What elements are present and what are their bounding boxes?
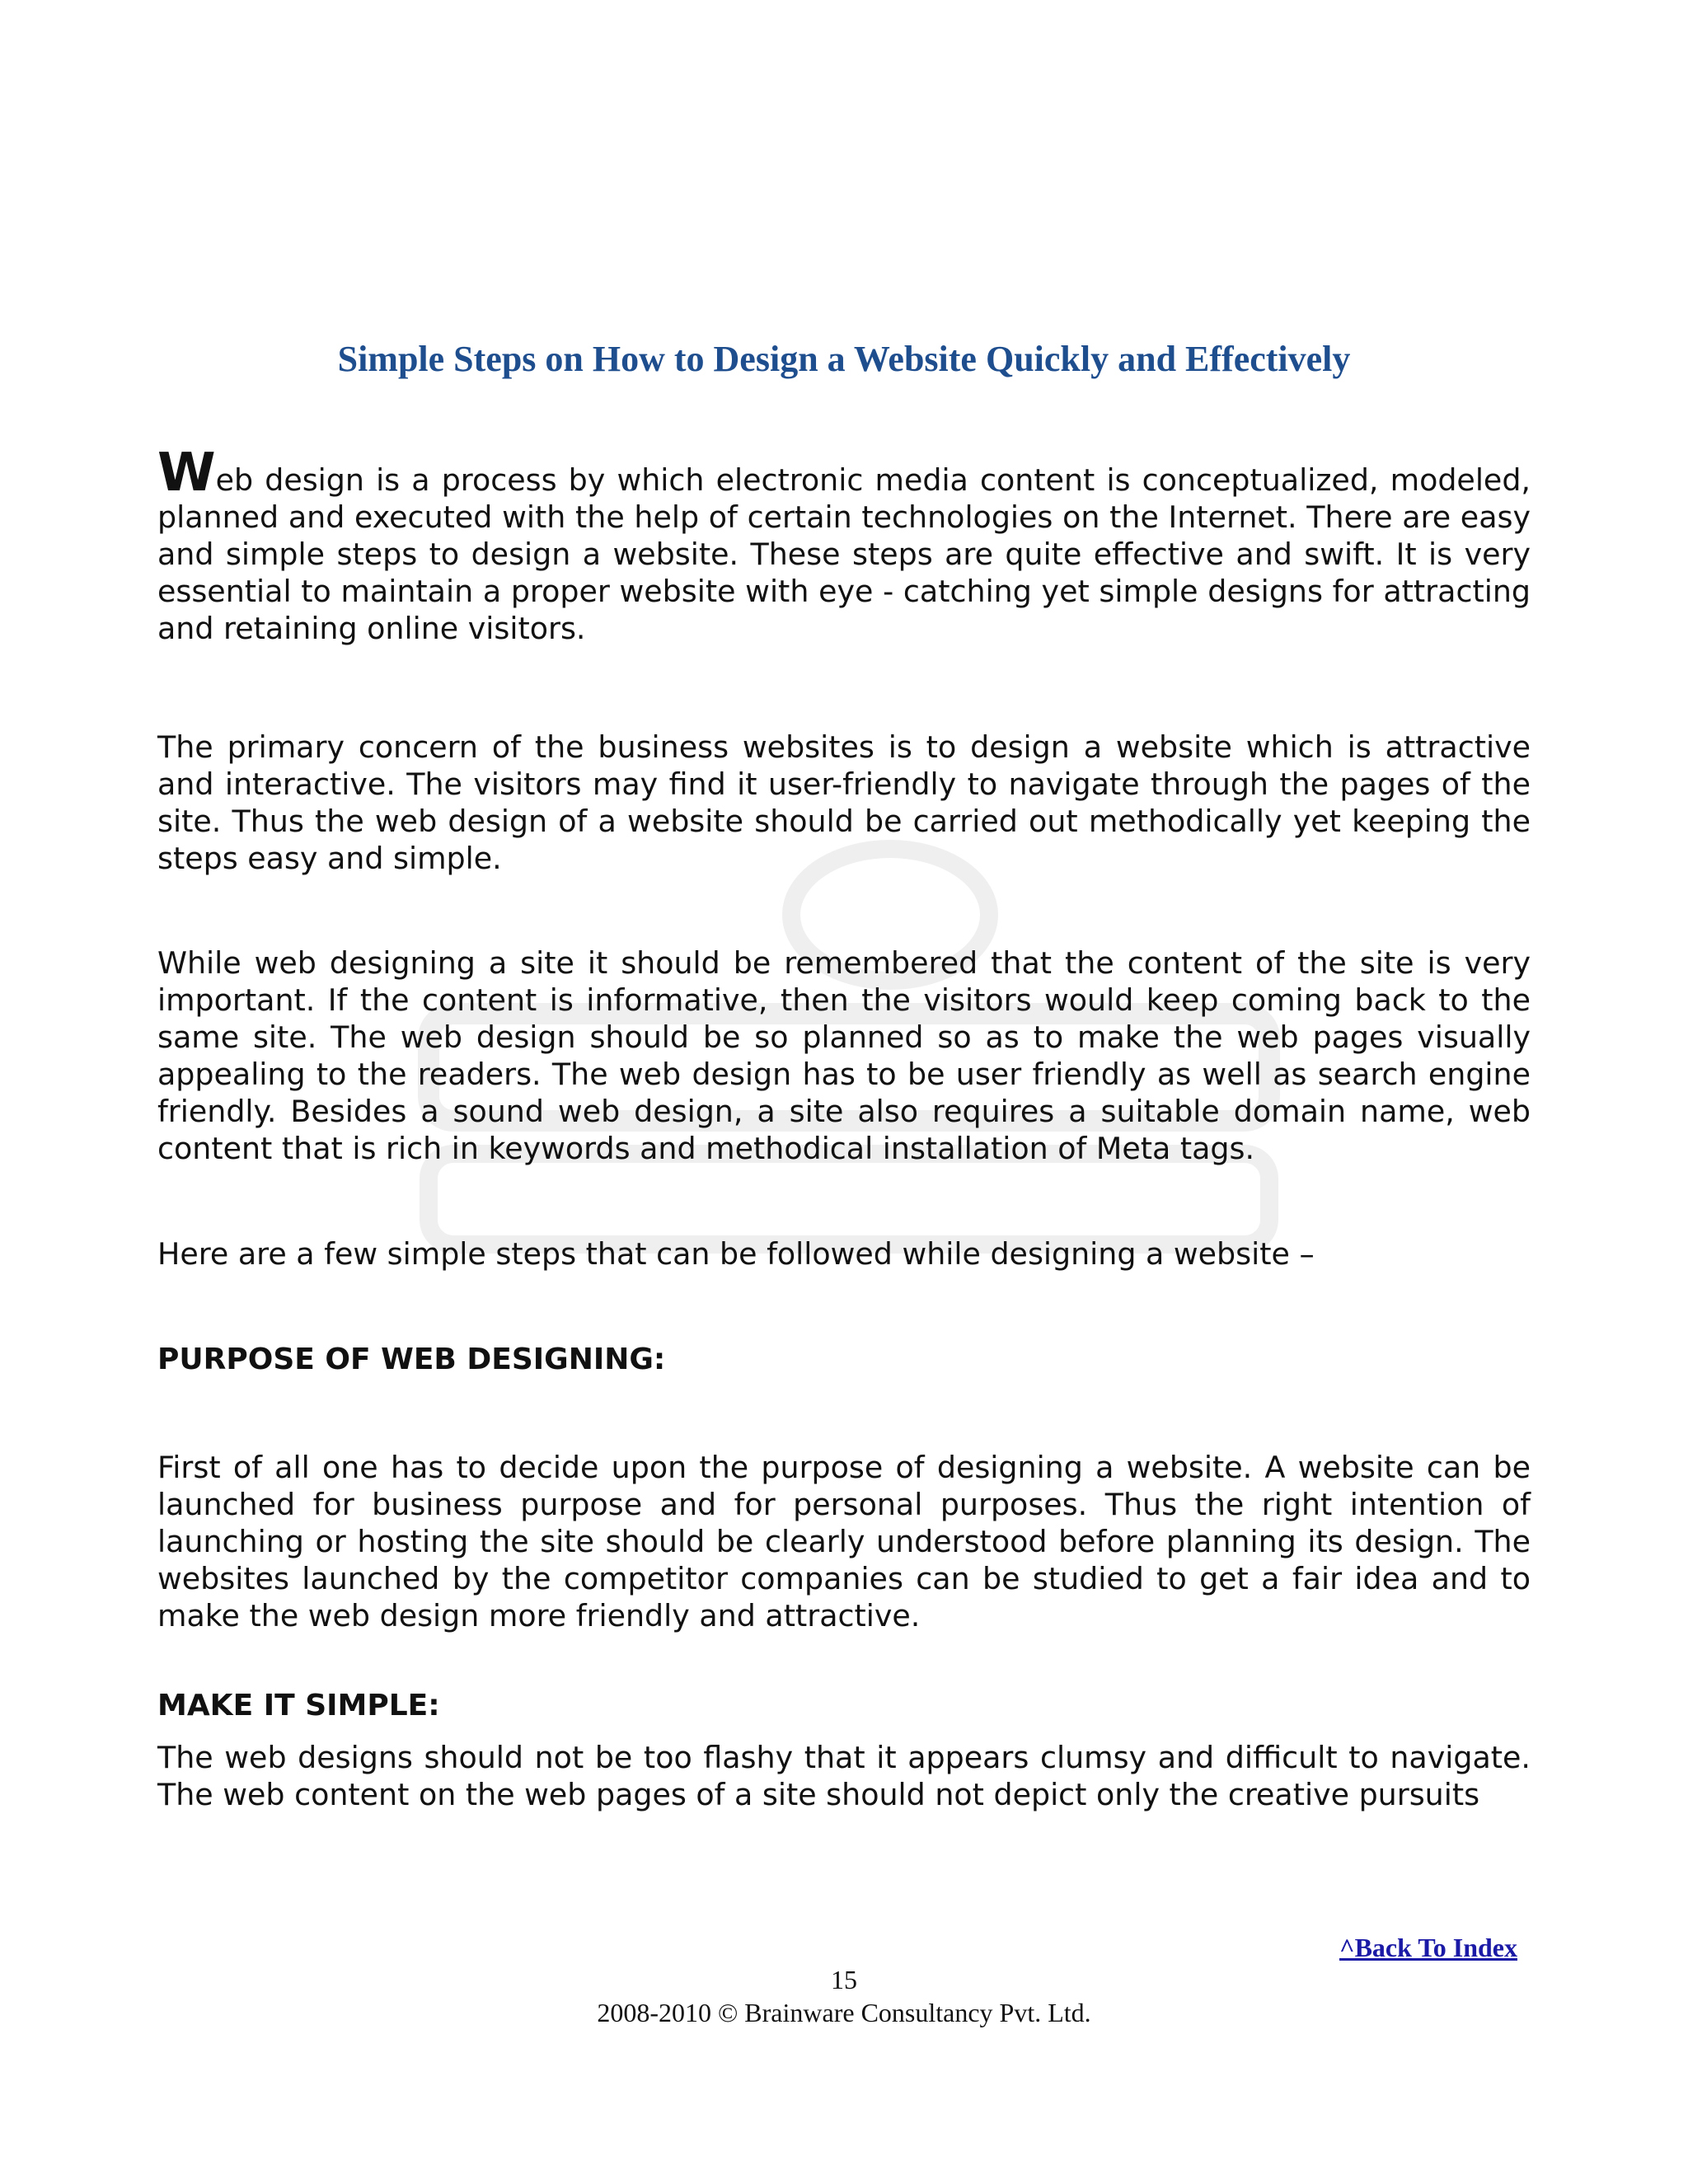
copyright-footer: 2008-2010 © Brainware Consultancy Pvt. Ltd. xyxy=(597,1998,1091,2027)
intro-paragraph xyxy=(157,443,1531,647)
intro-text: eb design is a process by which electronic media content is conceptualized, modeled, planned and executed with the help of certain technologies on the Internet. There are easy and simple steps to design a website. These steps are quite effective and swift. It is very essential to maintain a proper website with eye - catching yet simple designs for attracting and retaining online visitors. xyxy=(157,462,1531,646)
section-heading-simple: MAKE IT SIMPLE: xyxy=(157,1689,440,1722)
section-heading-purpose: PURPOSE OF WEB DESIGNING: xyxy=(157,1343,666,1376)
section-text-purpose: First of all one has to decide upon the purpose of designing a website. A website can be launched for business purpose and for personal purposes. Thus the right intention of launching or hosting the site should be clearly understood before planning its design. The websites launched by the competitor companies can be studied to get a fair idea and to make the web design more friendly and attractive. xyxy=(157,1450,1531,1633)
paragraph-content-importance: While web designing a site it should be remembered that the content of the site is very important. If the content is informative, then the visitors would keep coming back to the same site. The web design should be so planned so as to make the web pages visually appealing to the readers. The web design has to be user friendly as well as search engine friendly. Besides a sound web design, a site also requires a suitable domain name, web content that is rich in keywords and methodical installation of Meta tags. xyxy=(157,945,1531,1166)
section-text-simple: The web designs should not be too flashy that it appears clumsy and difficult to navigate. The web content on the web pages of a site should not depict only the creative pursuits xyxy=(157,1740,1531,1812)
page-title: Simple Steps on How to Design a Website Quickly and Effectively xyxy=(337,339,1351,379)
page-number: 15 xyxy=(831,1965,857,1994)
paragraph-business-websites: The primary concern of the business websites is to design a website which is attractive and interactive. The visitors may find it user-friendly to navigate through the pages of the site. Thus the web design of a website should be carried out methodically yet keeping the steps easy and simple. xyxy=(157,729,1531,876)
paragraph-steps-intro: Here are a few simple steps that can be followed while designing a website – xyxy=(157,1236,1315,1272)
back-to-index-link[interactable]: ^Back To Index xyxy=(1339,1933,1517,1962)
drop-cap: W xyxy=(157,443,216,504)
